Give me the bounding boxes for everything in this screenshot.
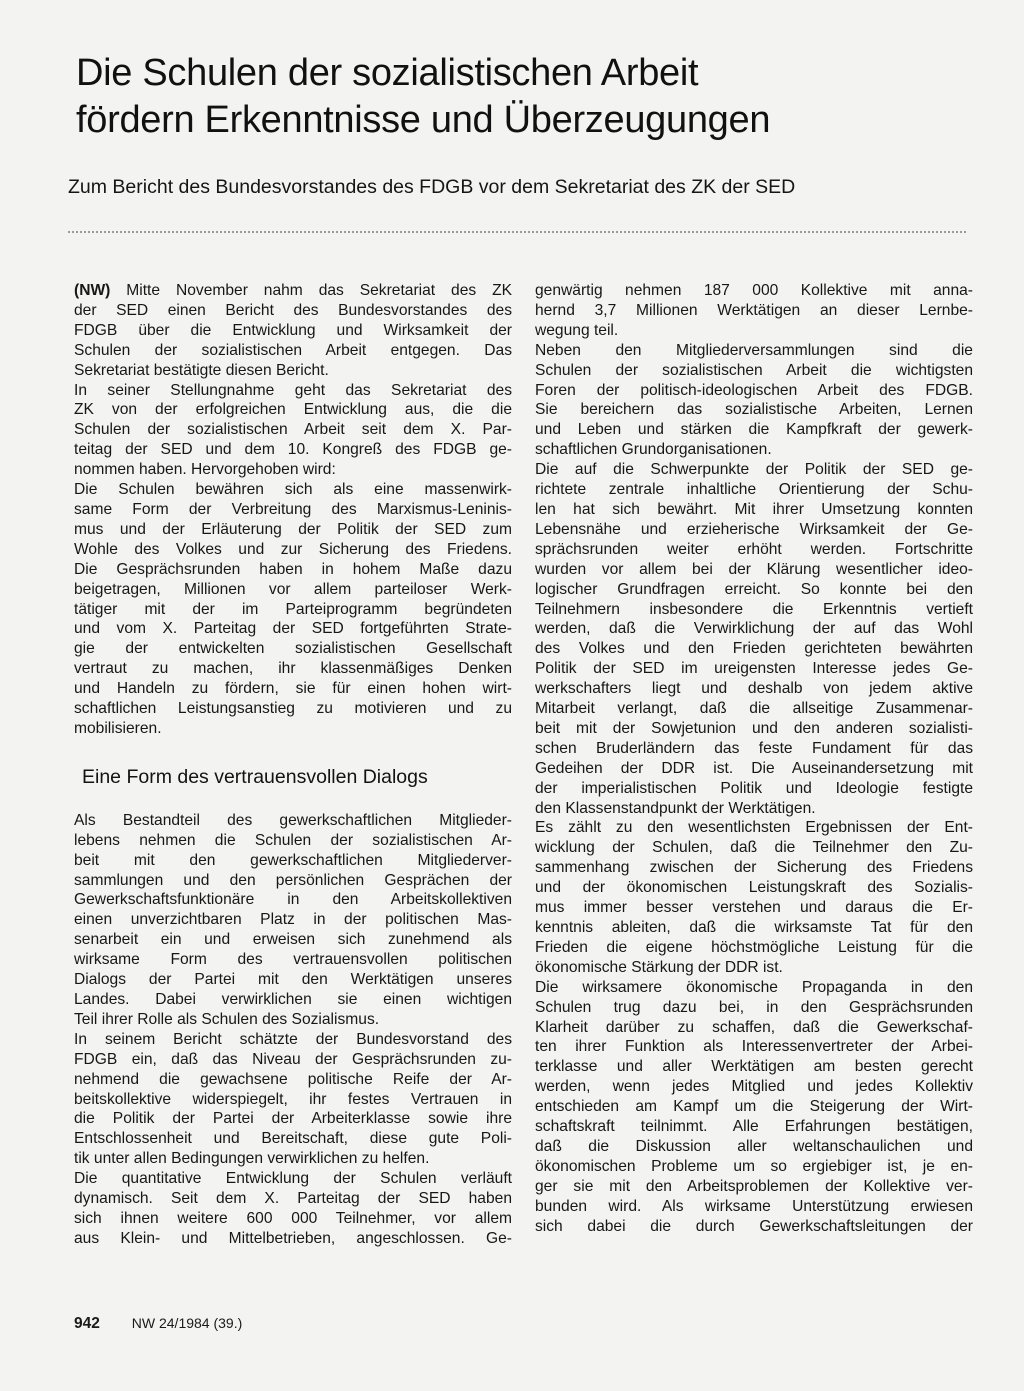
paragraph [74,811,512,1030]
text-line: der imperialistischen Politik und Ideologie festigte [535,779,973,797]
text-line: gie der entwickelten sozialistischen Gesellschaft [74,640,512,658]
text-line: und vom X. Parteitag der SED fortgeführten Strate- [74,620,512,638]
text-line: ökonomische Stärkung der DDR ist. [535,958,783,976]
section-heading: Eine Form des vertrauensvollen Dialogs [82,765,428,788]
text-line: FDGB ein, daß das Niveau der Gesprächsrunden zu- [74,1050,512,1068]
text-line: sammlungen und den persönlichen Gesprächen der [74,871,512,889]
text-line: Schulen trug dazu bei, in den Gesprächsrunden [535,998,973,1016]
text-line: Sekretariat bestätigte diesen Bericht. [74,361,329,379]
article-title-line-1: Die Schulen der sozialistischen Arbeit [76,52,699,94]
text-line: sammenhang zwischen der Sicherung des Friedens [535,859,973,877]
text-line: ökonomischen Probleme um so ergiebiger ist, je en- [535,1157,973,1175]
text-line: Entschlossenheit und Bereitschaft, diese gute Poli- [74,1130,512,1148]
article-title [76,50,976,144]
text-line: aus Klein- und Mittelbetrieben, angeschlossen. Ge- [74,1229,512,1247]
paragraph [74,1169,512,1249]
text-line: senarbeit ein und erweisen sich zunehmend als [74,931,512,949]
text-line: richtete zentrale inhaltliche Orientierung der Schu- [535,481,973,499]
paragraph [535,281,973,341]
text-line: Mitte November nahm das Sekretariat des ZK [110,282,512,299]
text-line: Als Bestandteil des gewerkschaftlichen Mitglieder- [74,811,512,829]
text-line: sich dabei die durch Gewerkschaftsleitungen der [535,1217,973,1235]
text-line: Lebensnähe und erzieherische Wirksamkeit der Ge- [535,520,973,538]
text-line: Schulen der sozialistischen Arbeit seit dem X. Par- [74,421,512,439]
paragraph [74,281,512,381]
paragraph [535,978,973,1237]
text-line: nommen haben. Hervorgehoben wird: [74,461,336,479]
text-line: tik unter allen Bedingungen verwirklichen zu helfen. [74,1150,430,1168]
paragraph [74,480,512,739]
text-line: Es zählt zu den wesentlichsten Ergebnissen der Ent- [535,819,973,837]
text-line: wicklung der Schulen, daß die Teilnehmer den Zu- [535,839,973,857]
text-line: Dialogs der Partei mit den Werktätigen unseres [74,971,512,989]
text-line: wirksame Form des vertrauensvollen politischen [74,951,512,969]
text-line: Die wirksamere ökonomische Propaganda in den [535,978,973,996]
text-line: wegung teil. [535,321,619,339]
text-line: Sie bereichern das sozialistische Arbeiten, Lernen [535,401,973,419]
text-line: beit mit der Sowjetunion und den anderen sozialisti- [535,719,973,737]
text-line: Foren der politisch-ideologischen Arbeit des FDGB. [535,381,973,399]
text-line: teitag der SED und dem 10. Kongreß des FDGB ge- [74,441,512,459]
text-line: beitskollektive widerspiegelt, ihr festes Vertrauen in [74,1090,512,1108]
text-line: Die quantitative Entwicklung der Schulen verläuft [74,1170,512,1188]
paragraph [535,341,973,460]
text-line: Gedeihen der DDR ist. Die Auseinandersetzung mit [535,759,973,777]
text-line: Landes. Dabei verwirklichen sie einen wichtigen [74,991,512,1008]
text-line: Klarheit darüber zu schaffen, daß die Gewerkschaf- [535,1018,973,1036]
text-line: die Politik der Partei der Arbeiterklasse sowie ihre [74,1110,512,1128]
text-line: logischer Grundfragen erreicht. So konnte bei den [535,580,973,598]
paragraph [74,1030,512,1169]
text-line: mus und der Erläuterung der Politik der SED zum [74,520,512,538]
text-line: Teilnehmern insbesondere die Erkenntnis vertieft [535,600,973,618]
text-line: Mitarbeit verlangt, daß die allseitige Zusammenar- [535,700,973,718]
article-subtitle: Zum Bericht des Bundesvorstandes des FDGB vor dem Sekretariat des ZK der SED [68,176,796,198]
text-line: Frieden die eigene höchstmögliche Leistung für die [535,938,973,956]
text-line: und der ökonomischen Leistungskraft des Sozialis- [535,879,973,897]
text-line: schaftlichen Leistungsanstieg zu motivieren und zu [74,700,512,718]
text-line: des Volkes und den Frieden gerichteten bewährten [535,640,973,658]
source-tag: (NW) [74,282,111,299]
text-line: Wohle des Volkes und zur Sicherung des Friedens. [74,540,512,558]
dotted-divider [68,231,966,233]
text-line: len hat sich bewährt. Mit ihrer Umsetzung konnten [535,500,973,518]
text-line: werkschafters liegt und deshalb von jedem aktive [535,680,973,698]
text-line: dynamisch. Seit dem X. Parteitag der SED haben [74,1190,512,1208]
text-line: sprächsrunden weiter erhöht werden. Fortschritte [535,540,973,558]
right-column [535,281,973,1237]
paragraph [535,818,973,977]
text-line: Schulen der sozialistischen Arbeit entgegen. Das [74,341,512,359]
text-line: beigetragen, Millionen vor allem parteiloser Werk- [74,580,512,598]
text-line: Teil ihrer Rolle als Schulen des Sozialismus. [74,1010,380,1028]
text-line: same Form der Verbreitung des Marxismus-Leninis- [74,500,512,518]
text-line: Schulen der sozialistischen Arbeit die wichtigsten [535,361,973,379]
text-line: schaftskraft teilnimmt. Alle Erfahrungen bestätigen, [535,1118,973,1136]
text-line: wurden vor allem bei der Klärung wesentlicher ideo- [535,560,973,578]
text-line: schaftlichen Grundorganisationen. [535,441,772,459]
text-line: kenntnis ableiten, daß die wirksamste Tat für den [535,919,973,936]
text-line: tätiger mit der im Parteiprogramm begründeten [74,600,512,618]
left-column [74,281,512,1249]
text-line: Politik der SED im ureigensten Interesse jedes Ge- [535,660,973,678]
text-line: vertraut zu machen, ihr klassenmäßiges Denken [74,660,512,678]
text-line: FDGB über die Entwicklung und Wirksamkeit der [74,321,512,339]
text-line: mobilisieren. [74,719,162,737]
article-title-line-2: fördern Erkenntnisse und Überzeugungen [76,99,771,141]
text-line: werden, wenn jedes Mitglied und jedes Kollektiv [535,1078,973,1096]
text-line: terklasse und aller Werktätigen am besten gerecht [535,1058,973,1076]
text-line: ger sie mit den Arbeitsproblemen der Kollektive ver- [535,1177,973,1195]
text-line: Die auf die Schwerpunkte der Politik der SED ge- [535,461,973,479]
text-line: Gewerkschaftsfunktionäre in den Arbeitskollektiven [74,891,512,909]
text-line: den Klassenstandpunkt der Werktätigen. [535,799,816,817]
text-line: ZK von der erfolgreichen Entwicklung aus, die die [74,401,512,419]
text-line: In seiner Stellungnahme geht das Sekretariat des [74,381,512,399]
page-footer [74,1315,242,1333]
text-line [74,281,512,301]
text-line: und Leben und stärken die Kampfkraft der gewerk- [535,421,973,439]
text-line: lebens nehmen die Schulen der sozialistischen Ar- [74,831,512,849]
text-line: und Handeln zu fördern, sie für einen hohen wirt- [74,680,512,698]
text-line: entschieden am Kampf um die Steigerung der Wirt- [535,1098,973,1116]
paragraph [74,381,512,481]
text-line: bunden wird. Als wirksame Unterstützung erwiesen [535,1197,973,1215]
text-line: werden, daß die Verwirklichung der auf das Wohl [535,620,973,638]
page-number: 942 [74,1315,100,1332]
text-line: beit mit den gewerkschaftlichen Mitgliederver- [74,851,512,869]
text-line: In seinem Bericht schätzte der Bundesvorstand des [74,1030,512,1048]
text-line: mus immer besser verstehen und daraus die Er- [535,899,973,917]
text-line: genwärtig nehmen 187 000 Kollektive mit anna- [535,282,973,299]
text-line: hernd 3,7 Millionen Werktätigen an dieser Lernbe- [535,301,973,319]
text-line: ten ihrer Funktion als Interessenvertreter der Arbei- [535,1038,973,1056]
text-line: nehmend die gewachsene politische Reife der Ar- [74,1070,512,1088]
paragraph [535,460,973,818]
text-line: daß die Diskussion aller weltanschaulichen und [535,1137,973,1155]
text-line: einen unverzichtbaren Platz in der politischen Mas- [74,911,512,929]
issue-label: NW 24/1984 (39.) [131,1315,243,1331]
text-line: Die Gesprächsrunden haben in hohem Maße dazu [74,560,512,578]
text-line: Neben den Mitgliederversammlungen sind die [535,341,973,359]
text-line: sich ihnen weitere 600 000 Teilnehmer, vor allem [74,1209,512,1227]
text-line: schen Bruderländern das feste Fundament für das [535,739,973,757]
text-line: Die Schulen bewähren sich als eine massenwirk- [74,481,512,499]
text-line: der SED einen Bericht des Bundesvorstandes des [74,301,512,319]
